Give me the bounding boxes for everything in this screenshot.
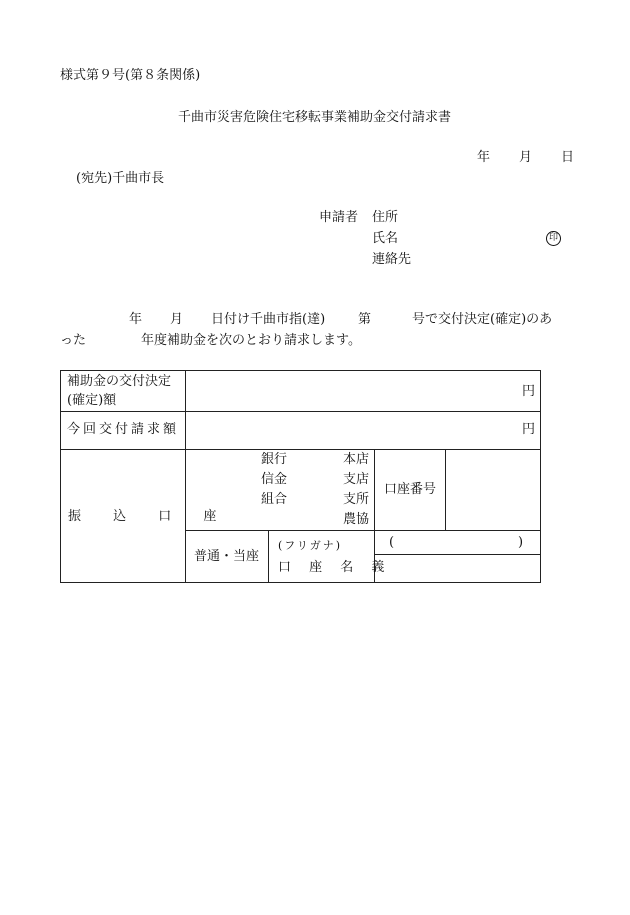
branch-type-3: 支所: [343, 492, 370, 507]
account-type-label: 普通・当座: [194, 549, 260, 564]
address-label: 住所: [372, 210, 399, 225]
body-year: 年: [129, 312, 143, 327]
body-line2-rest: 年度補助金を次のとおり請求します。: [141, 333, 361, 348]
request-amount-unit: 円: [522, 422, 536, 437]
grant-amount-label-b: (確定)額: [67, 393, 117, 408]
account-number-label: 口座番号: [384, 482, 437, 497]
seal-icon: 印: [546, 231, 561, 246]
body-month: 月: [170, 312, 184, 327]
name-label: 氏名: [372, 231, 399, 246]
account-name-label: 口 座 名 義: [278, 560, 392, 575]
body-line1-rest: 号で交付決定(確定)のあ: [412, 312, 553, 327]
date-month-label: 月: [519, 150, 533, 165]
body-dai: 第: [358, 312, 372, 327]
bank-type-3: 組合: [261, 492, 288, 507]
applicant-label: 申請者: [319, 210, 359, 225]
branch-type-1: 本店: [343, 452, 370, 467]
body-line2-start: った: [60, 333, 87, 348]
furigana-label: (フリガナ): [278, 539, 343, 552]
body-day-text: 日付け千曲市指(達): [211, 312, 326, 327]
furigana-field[interactable]: ( ): [389, 535, 524, 550]
date-day-label: 日: [561, 150, 575, 165]
request-table: [60, 370, 541, 583]
bank-type-1: 銀行: [261, 452, 288, 467]
bank-type-2: 信金: [261, 472, 288, 487]
document-title: 千曲市災害危険住宅移転事業補助金交付請求書: [178, 110, 452, 125]
date-year-label: 年: [477, 150, 491, 165]
request-amount-label: 今回交付請求額: [67, 422, 180, 437]
form-number: 様式第９号(第８条関係): [60, 68, 201, 83]
grant-amount-label-a: 補助金の交付決定: [67, 374, 172, 389]
branch-type-2: 支店: [343, 472, 370, 487]
transfer-account-label: 振 込 口 座: [68, 509, 231, 524]
grant-amount-unit: 円: [522, 384, 536, 399]
addressee: (宛先)千曲市長: [76, 171, 165, 186]
branch-type-4: 農協: [343, 512, 370, 527]
contact-label: 連絡先: [372, 252, 412, 267]
